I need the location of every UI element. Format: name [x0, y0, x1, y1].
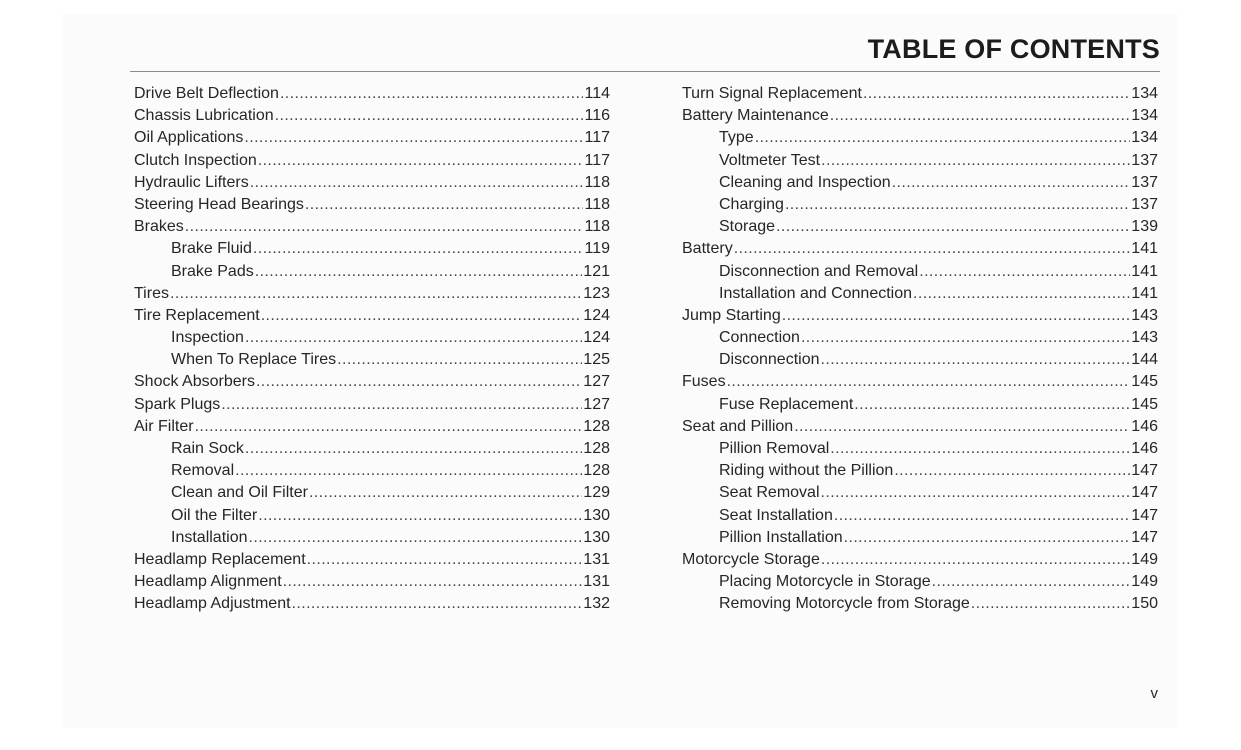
toc-entry-page: 129	[583, 484, 610, 502]
toc-subentry[interactable]	[682, 462, 1158, 484]
toc-entry-label: Motorcycle Storage	[682, 550, 820, 568]
toc-entry[interactable]	[682, 240, 1158, 262]
toc-entry-label: Air Filter	[134, 417, 194, 435]
toc-entry-page: 131	[583, 550, 610, 568]
toc-entry-page: 130	[583, 528, 610, 546]
toc-entry-page: 118	[584, 173, 610, 191]
toc-entry-label: Disconnection	[719, 351, 820, 369]
toc-subentry[interactable]	[134, 529, 610, 551]
toc-entry-label: Shock Absorbers	[134, 373, 255, 391]
toc-entry-page: 134	[1131, 107, 1158, 125]
toc-subentry[interactable]	[682, 529, 1158, 551]
toc-entry[interactable]	[134, 218, 610, 240]
toc-entry-page: 147	[1131, 528, 1158, 546]
toc-subentry[interactable]	[134, 507, 610, 529]
toc-subentry[interactable]	[134, 263, 610, 285]
dot-leader	[283, 573, 583, 591]
toc-entry-label: Headlamp Adjustment	[134, 595, 291, 613]
toc-subentry[interactable]	[134, 329, 610, 351]
toc-entry-page: 149	[1131, 550, 1158, 568]
dot-leader	[305, 196, 584, 214]
toc-entry-label: Oil Applications	[134, 129, 244, 147]
dot-leader	[258, 152, 584, 170]
dot-leader	[919, 263, 1130, 281]
toc-subentry[interactable]	[134, 240, 610, 262]
toc-entry-label: Spark Plugs	[134, 395, 221, 413]
dot-leader	[244, 129, 583, 147]
toc-entry-page: 149	[1131, 573, 1158, 591]
dot-leader	[782, 307, 1131, 325]
toc-entry[interactable]	[682, 107, 1158, 129]
toc-entry-label: Cleaning and Inspection	[719, 173, 891, 191]
toc-entry[interactable]	[682, 418, 1158, 440]
toc-entry[interactable]	[134, 396, 610, 418]
toc-entry-page: 134	[1131, 85, 1158, 102]
toc-entry-label: Brake Fluid	[171, 240, 252, 258]
toc-subentry[interactable]	[682, 396, 1158, 418]
dot-leader	[794, 418, 1130, 436]
toc-entry-label: Inspection	[171, 329, 244, 347]
page-number: v	[1150, 685, 1158, 702]
dot-leader	[245, 440, 582, 458]
toc-subentry[interactable]	[682, 152, 1158, 174]
toc-entry-page: 147	[1131, 462, 1158, 480]
toc-entry-page: 121	[583, 262, 610, 280]
toc-entry-label: Installation	[171, 528, 248, 546]
toc-entry[interactable]	[134, 418, 610, 440]
toc-entry-page: 137	[1131, 151, 1158, 169]
toc-entry-label: Drive Belt Deflection	[134, 85, 279, 102]
toc-subentry[interactable]	[682, 285, 1158, 307]
toc-entry-page: 114	[584, 85, 610, 102]
toc-entry-label: Storage	[719, 218, 776, 236]
toc-entry-label: Turn Signal Replacement	[682, 85, 862, 102]
dot-leader	[834, 507, 1130, 525]
toc-entry[interactable]	[134, 196, 610, 218]
toc-entry-label: Brakes	[134, 218, 184, 236]
toc-subentry[interactable]	[682, 329, 1158, 351]
toc-entry-page: 137	[1131, 195, 1158, 213]
toc-entry-page: 146	[1131, 417, 1158, 435]
dot-leader	[863, 85, 1130, 103]
toc-entry-label: Riding without the Pillion	[719, 462, 894, 480]
toc-entry[interactable]	[134, 595, 610, 617]
toc-entry-page: 143	[1131, 306, 1158, 324]
toc-subentry[interactable]	[134, 351, 610, 373]
toc-subentry[interactable]	[682, 595, 1158, 617]
toc-entry-page: 145	[1131, 373, 1158, 391]
dot-leader	[734, 240, 1131, 258]
toc-entry-label: Installation and Connection	[719, 284, 913, 302]
dot-leader	[253, 240, 584, 258]
toc-subentry[interactable]	[682, 507, 1158, 529]
dot-leader	[221, 396, 582, 414]
toc-entry-label: Voltmeter Test	[719, 151, 821, 169]
dot-leader	[255, 263, 583, 281]
toc-entry[interactable]	[134, 107, 610, 129]
toc-entry-page: 134	[1131, 129, 1158, 147]
dot-leader	[275, 107, 584, 125]
toc-entry-page: 141	[1131, 262, 1158, 280]
toc-entry[interactable]	[134, 152, 610, 174]
toc-entry-label: Steering Head Bearings	[134, 195, 304, 213]
dot-leader	[727, 373, 1131, 391]
toc-entry-label: Clutch Inspection	[134, 151, 257, 169]
dot-leader	[261, 307, 583, 325]
toc-subentry[interactable]	[134, 462, 610, 484]
dot-leader	[185, 218, 584, 236]
toc-entry[interactable]	[134, 551, 610, 573]
toc-entry-page: 144	[1131, 351, 1158, 369]
toc-left-column	[134, 85, 610, 618]
dot-leader	[235, 462, 582, 480]
toc-entry-page: 150	[1131, 595, 1158, 613]
toc-entry[interactable]	[682, 551, 1158, 573]
dot-leader	[309, 484, 582, 502]
toc-entry-page: 117	[584, 151, 610, 169]
toc-entry-label: Connection	[719, 329, 800, 347]
toc-entry[interactable]	[134, 85, 610, 107]
toc-entry-page: 117	[584, 129, 610, 147]
toc-entry-page: 145	[1131, 395, 1158, 413]
toc-entry-page: 131	[583, 573, 610, 591]
toc-entry-label: Seat Installation	[719, 506, 833, 524]
toc-entry[interactable]	[134, 307, 610, 329]
toc-subentry[interactable]	[682, 196, 1158, 218]
dot-leader	[250, 174, 584, 192]
title-divider	[130, 71, 1160, 72]
toc-entry-page: 146	[1131, 440, 1158, 457]
dot-leader	[821, 551, 1130, 569]
toc-entry-page: 116	[584, 107, 610, 125]
dot-leader	[256, 373, 582, 391]
toc-subentry[interactable]	[134, 440, 610, 462]
toc-entry-page: 132	[583, 595, 610, 613]
toc-entry-page: 127	[583, 373, 610, 391]
toc-entry-label: Disconnection and Removal	[719, 262, 919, 280]
toc-entry-label: Seat and Pillion	[682, 417, 794, 435]
toc-subentry[interactable]	[682, 129, 1158, 151]
toc-subentry[interactable]	[682, 218, 1158, 240]
toc-entry-page: 127	[583, 395, 610, 413]
toc-entry-page: 141	[1131, 240, 1158, 258]
toc-subentry[interactable]	[682, 484, 1158, 506]
toc-right-column	[682, 85, 1158, 618]
toc-entry-label: Pillion Removal	[719, 440, 830, 457]
toc-entry-page: 128	[583, 462, 610, 480]
toc-entry-label: Clean and Oil Filter	[171, 484, 308, 502]
dot-leader	[932, 573, 1131, 591]
dot-leader	[337, 351, 582, 369]
toc-entry-label: Battery	[682, 240, 733, 258]
dot-leader	[821, 351, 1131, 369]
toc-entry-page: 130	[583, 506, 610, 524]
dot-leader	[195, 418, 583, 436]
toc-entry-label: Battery Maintenance	[682, 107, 829, 125]
toc-entry-label: Charging	[719, 195, 784, 213]
toc-entry[interactable]	[134, 174, 610, 196]
toc-entry-page: 123	[583, 284, 610, 302]
dot-leader	[854, 396, 1130, 414]
dot-leader	[280, 85, 584, 103]
toc-entry-page: 139	[1131, 218, 1158, 236]
dot-leader	[971, 595, 1131, 613]
toc-entry-page: 124	[583, 329, 610, 347]
toc-entry-page: 118	[584, 218, 610, 236]
dot-leader	[894, 462, 1130, 480]
toc-entry[interactable]	[134, 373, 610, 395]
toc-entry-page: 118	[584, 195, 610, 213]
toc-entry-page: 141	[1131, 284, 1158, 302]
toc-entry-label: Rain Sock	[171, 440, 244, 457]
toc-subentry[interactable]	[682, 174, 1158, 196]
toc-entry-page: 143	[1131, 329, 1158, 347]
toc-entry-label: Seat Removal	[719, 484, 820, 502]
toc-subentry[interactable]	[682, 573, 1158, 595]
toc-entry-label: Jump Starting	[682, 306, 781, 324]
toc-entry[interactable]	[682, 373, 1158, 395]
dot-leader	[785, 196, 1130, 214]
toc-entry[interactable]	[134, 285, 610, 307]
toc-entry[interactable]	[682, 85, 1158, 107]
toc-entry-page: 137	[1131, 173, 1158, 191]
toc-entry-label: Fuses	[682, 373, 726, 391]
toc-entry[interactable]	[134, 573, 610, 595]
dot-leader	[170, 285, 582, 303]
dot-leader	[892, 174, 1131, 192]
dot-leader	[821, 484, 1131, 502]
toc-entry-label: Pillion Installation	[719, 528, 843, 546]
toc-entry[interactable]	[682, 307, 1158, 329]
toc-subentry[interactable]	[682, 351, 1158, 373]
toc-subentry[interactable]	[682, 263, 1158, 285]
toc-entry-label: Fuse Replacement	[719, 395, 854, 413]
toc-entry-label: Chassis Lubrication	[134, 107, 274, 125]
dot-leader	[307, 551, 583, 569]
toc-entry-page: 119	[584, 240, 610, 258]
toc-entry-label: When To Replace Tires	[171, 351, 337, 369]
toc-subentry[interactable]	[682, 440, 1158, 462]
toc-entry-label: Headlamp Replacement	[134, 550, 306, 568]
page-title: TABLE OF CONTENTS	[867, 34, 1160, 64]
toc-entry-label: Placing Motorcycle in Storage	[719, 573, 931, 591]
toc-entry-page: 128	[583, 417, 610, 435]
dot-leader	[755, 129, 1131, 147]
document-page	[62, 14, 1178, 728]
toc-entry-label: Type	[719, 129, 754, 147]
toc-entry-page: 125	[583, 351, 610, 369]
dot-leader	[844, 529, 1131, 547]
toc-entry-label: Headlamp Alignment	[134, 573, 282, 591]
toc-entry-label: Oil the Filter	[171, 506, 258, 524]
dot-leader	[249, 529, 583, 547]
toc-entry-label: Tire Replacement	[134, 306, 260, 324]
toc-entry-label: Hydraulic Lifters	[134, 173, 249, 191]
toc-entry-page: 147	[1131, 484, 1158, 502]
dot-leader	[258, 507, 582, 525]
toc-entry-page: 147	[1131, 506, 1158, 524]
toc-entry-label: Brake Pads	[171, 262, 254, 280]
dot-leader	[245, 329, 582, 347]
toc-entry-page: 128	[583, 440, 610, 457]
toc-entry-label: Tires	[134, 284, 169, 302]
toc-entry-page: 124	[583, 306, 610, 324]
dot-leader	[830, 107, 1131, 125]
toc-entry-label: Removing Motorcycle from Storage	[719, 595, 970, 613]
dot-leader	[821, 152, 1130, 170]
dot-leader	[292, 595, 583, 613]
toc-entry-label: Removal	[171, 462, 235, 480]
toc-entry[interactable]	[134, 129, 610, 151]
dot-leader	[801, 329, 1130, 347]
dot-leader	[830, 440, 1130, 458]
dot-leader	[776, 218, 1130, 236]
toc-subentry[interactable]	[134, 484, 610, 506]
dot-leader	[913, 285, 1130, 303]
